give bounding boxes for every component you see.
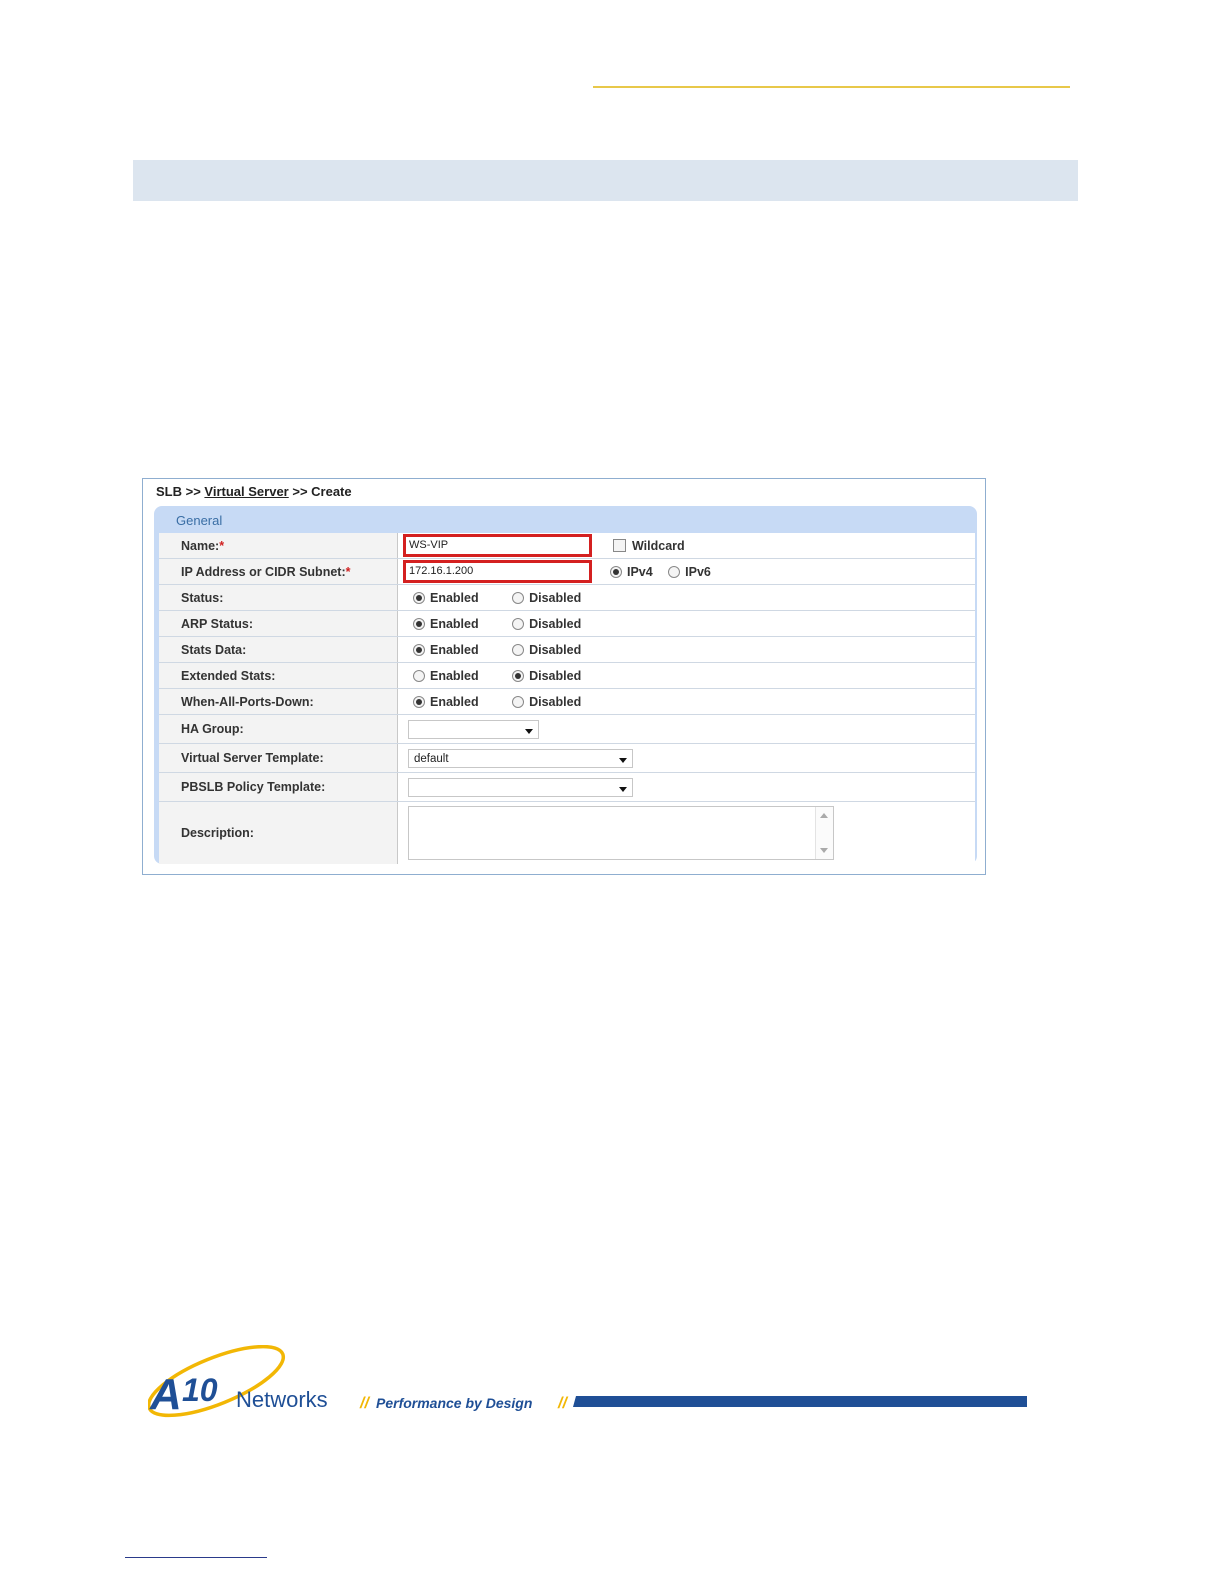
status-label: Status:: [159, 585, 398, 611]
vs-template-select[interactable]: default: [408, 749, 633, 768]
name-label: Name:*: [159, 533, 398, 559]
enabled-label: Enabled: [430, 616, 479, 631]
arp-status-label: ARP Status:: [159, 611, 398, 637]
row-arp-status: [159, 611, 975, 637]
panel-title: General: [176, 513, 223, 528]
header-rule: [593, 86, 1070, 88]
logo-slashes-right: //: [558, 1395, 567, 1412]
screenshot-frame: [142, 478, 986, 875]
row-name: [159, 533, 975, 559]
extended-stats-label: Extended Stats:: [159, 663, 398, 689]
a10-networks-logo: [148, 1345, 1028, 1425]
enabled-label: Enabled: [430, 590, 479, 605]
row-ha-group: [159, 715, 975, 744]
logo-slashes-left: //: [360, 1395, 369, 1412]
row-when-all-ports-down: [159, 689, 975, 715]
row-pbslb-template: [159, 773, 975, 802]
description-label: Description:: [159, 802, 398, 865]
chevron-down-icon: [619, 758, 627, 763]
wildcard-checkbox[interactable]: [613, 539, 626, 552]
disabled-label: Disabled: [529, 694, 582, 709]
when-all-ports-down-label: When-All-Ports-Down:: [159, 689, 398, 715]
logo-number-10: 10: [182, 1372, 218, 1408]
row-ip-address: [159, 559, 975, 585]
ha-group-label: HA Group:: [159, 715, 398, 744]
enabled-label: Enabled: [430, 694, 479, 709]
general-form: [159, 533, 975, 864]
row-description: [159, 802, 975, 865]
arp-enabled-radio[interactable]: [413, 618, 425, 630]
breadcrumb: [156, 484, 352, 499]
arp-disabled-radio[interactable]: [512, 618, 524, 630]
stats-data-label: Stats Data:: [159, 637, 398, 663]
name-input[interactable]: WS-VIP: [403, 534, 592, 557]
logo-bar: [573, 1396, 1027, 1407]
breadcrumb-current: >> Create: [292, 484, 352, 499]
disabled-label: Disabled: [529, 590, 582, 605]
logo-tagline: Performance by Design: [376, 1395, 533, 1411]
required-marker: *: [219, 538, 225, 553]
row-extended-stats: [159, 663, 975, 689]
logo-letter-a: A: [150, 1370, 182, 1419]
ip-address-input[interactable]: 172.16.1.200: [403, 560, 592, 583]
wildcard-label: Wildcard: [631, 538, 685, 553]
logo-networks-wordmark: Networks: [236, 1387, 328, 1412]
disabled-label: Disabled: [529, 616, 582, 631]
footer-rule: [125, 1557, 267, 1558]
scroll-down-icon: [820, 848, 828, 853]
general-panel: [154, 506, 977, 864]
breadcrumb-virtual-server-link[interactable]: Virtual Server: [204, 484, 289, 499]
row-vs-template: [159, 744, 975, 773]
disabled-label: Disabled: [529, 642, 582, 657]
chevron-down-icon: [619, 787, 627, 792]
vs-template-label: Virtual Server Template:: [159, 744, 398, 773]
ip-address-label: IP Address or CIDR Subnet:*: [159, 559, 398, 585]
disabled-label: Disabled: [529, 668, 582, 683]
breadcrumb-root: SLB >>: [156, 484, 201, 499]
extended-enabled-radio[interactable]: [413, 670, 425, 682]
ports-down-enabled-radio[interactable]: [413, 696, 425, 708]
status-enabled-radio[interactable]: [413, 592, 425, 604]
enabled-label: Enabled: [430, 642, 479, 657]
stats-disabled-radio[interactable]: [512, 644, 524, 656]
scroll-up-icon: [820, 813, 828, 818]
ipv6-radio[interactable]: [668, 566, 680, 578]
row-status: [159, 585, 975, 611]
pbslb-template-select[interactable]: [408, 778, 633, 797]
status-disabled-radio[interactable]: [512, 592, 524, 604]
chevron-down-icon: [525, 729, 533, 734]
pbslb-template-label: PBSLB Policy Template:: [159, 773, 398, 802]
ha-group-select[interactable]: [408, 720, 539, 739]
ipv6-label: IPv6: [685, 564, 711, 579]
ports-down-disabled-radio[interactable]: [512, 696, 524, 708]
extended-disabled-radio[interactable]: [512, 670, 524, 682]
ipv4-radio[interactable]: [610, 566, 622, 578]
description-textarea[interactable]: [408, 806, 834, 860]
enabled-label: Enabled: [430, 668, 479, 683]
required-marker: *: [345, 564, 351, 579]
section-heading-band: [133, 160, 1078, 201]
ipv4-label: IPv4: [626, 564, 653, 579]
textarea-scrollbar[interactable]: [815, 807, 833, 859]
stats-enabled-radio[interactable]: [413, 644, 425, 656]
row-stats-data: [159, 637, 975, 663]
